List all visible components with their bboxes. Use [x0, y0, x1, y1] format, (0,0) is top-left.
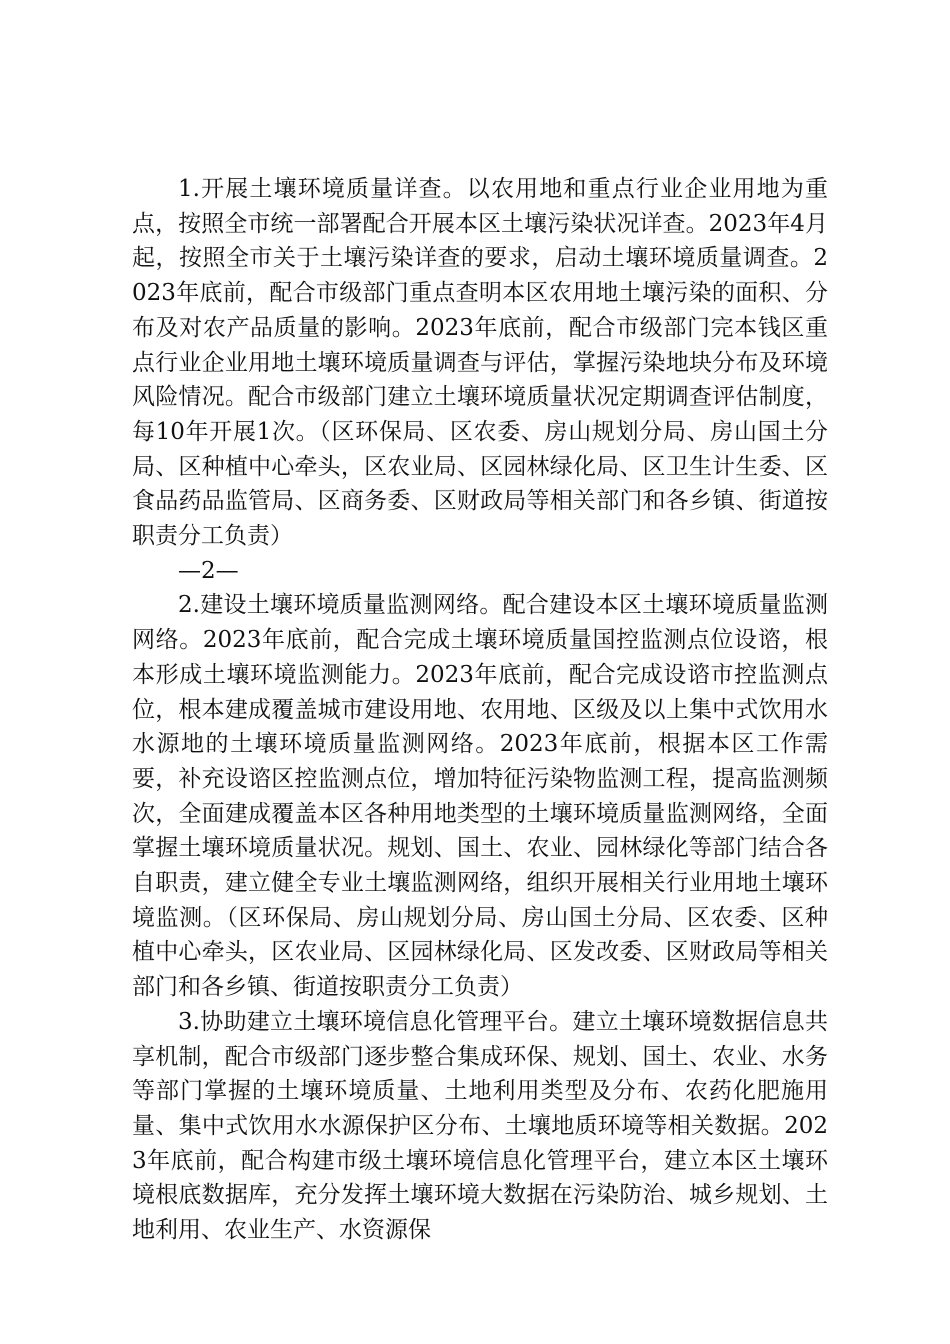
paragraph-soil-survey: 1.开展土壤环境质量详查。以农用地和重点行业企业用地为重点，按照全市统一部署配合开展本区土壤污染状况详查。2023年4月起，按照全市关于土壤污染详查的要求，启动土壤环境质量调查。2023年底前，配合市级部门重点查明本区农用地土壤污染的面积、分布及对农产品质量的影响。2023年底前，配合市级部门完本钱区重点行业企业用地土壤环境质量调查与评估，掌握污染地块分布及环境风险情况。配合市级部门建立土壤环境质量状况定期调查评估制度，每10年开展1次。（区环保局、区农委、房山规划分局、房山国土分局、区种植中心牵头，区农业局、区园林绿化局、区卫生计生委、区食品药品监管局、区商务委、区财政局等相关部门和各乡镇、街道按职责分工负责） [132, 176, 828, 550]
paragraph-info-platform: 3.协助建立土壤环境信息化管理平台。建立土壤环境数据信息共享机制，配合市级部门逐步整合集成环保、规划、国土、农业、水务等部门掌握的土壤环境质量、土地利用类型及分布、农药化肥施用量、集中式饮用水水源保护区分布、土壤地质环境等相关数据。2023年底前，配合构建市级土壤环境信息化管理平台，建立本区土壤环境根底数据库，充分发挥土壤环境大数据在污染防治、城乡规划、土地利用、农业生产、水资源保 [132, 1008, 828, 1244]
paragraph-monitoring-network: 2.建设土壤环境质量监测网络。配合建设本区土壤环境质量监测网络。2023年底前，配合完成土壤环境质量国控监测点位设谘，根本形成土壤环境监测能力。2023年底前，配合完成设谘市控监测点位，根本建成覆盖城市建设用地、农用地、区级及以上集中式饮用水水源地的土壤环境质量监测网络。2023年底前，根据本区工作需要，补充设谘区控监测点位，增加特征污染物监测工程，提高监测频次，全面建成覆盖本区各种用地类型的土壤环境质量监测网络，全面掌握土壤环境质量状况。规划、国土、农业、园林绿化等部门结合各自职责，建立健全专业土壤监测网络，组织开展相关行业用地土壤环境监测。（区环保局、房山规划分局、房山国土分局、区农委、区种植中心牵头，区农业局、区园林绿化局、区发改委、区财政局等相关部门和各乡镇、街道按职责分工负责） [132, 592, 828, 1001]
document-body [132, 172, 828, 1248]
page-number: —2— [178, 557, 239, 584]
